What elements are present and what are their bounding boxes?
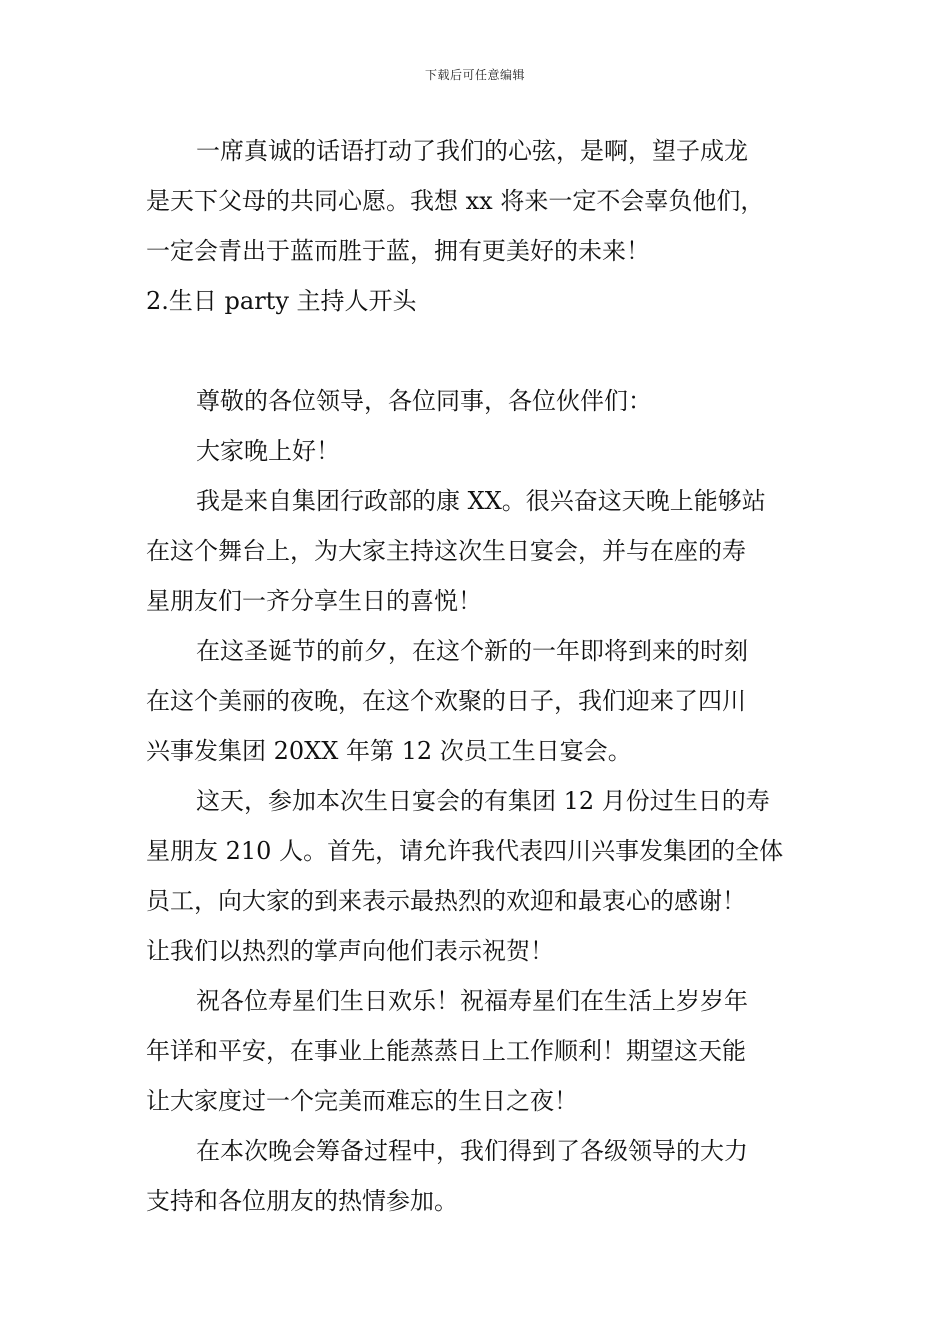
paragraph-line: 星朋友 210 人。首先，请允许我代表四川兴事发集团的全体 — [146, 837, 784, 865]
paragraph-line: 员工，向大家的到来表示最热烈的欢迎和最衷心的感谢！ — [146, 887, 746, 915]
section-heading: 2.生日 party 主持人开头 — [146, 287, 417, 315]
paragraph-line: 在这个美丽的夜晚，在这个欢聚的日子，我们迎来了四川 — [146, 687, 746, 715]
document-body — [146, 126, 806, 1226]
paragraph-line: 在这个舞台上，为大家主持这次生日宴会，并与在座的寿 — [146, 537, 746, 565]
paragraph-line: 这天，参加本次生日宴会的有集团 12 月份过生日的寿 — [196, 787, 770, 815]
greeting-line: 大家晚上好！ — [196, 437, 340, 465]
paragraph-line: 在这圣诞节的前夕，在这个新的一年即将到来的时刻 — [196, 637, 748, 665]
page-header: 下载后可任意编辑 — [424, 68, 525, 82]
paragraph-line: 祝各位寿星们生日欢乐！祝福寿星们在生活上岁岁年 — [196, 987, 748, 1015]
paragraph-line: 我是来自集团行政部的康 XX。很兴奋这天晚上能够站 — [196, 487, 766, 515]
blank-line — [146, 326, 806, 376]
paragraph-line: 一定会青出于蓝而胜于蓝，拥有更美好的未来！ — [146, 237, 650, 265]
paragraph-line: 一席真诚的话语打动了我们的心弦，是啊，望子成龙 — [196, 137, 748, 165]
paragraph-line: 让我们以热烈的掌声向他们表示祝贺！ — [146, 937, 554, 965]
salutation-line: 尊敬的各位领导，各位同事，各位伙伴们： — [196, 387, 652, 415]
paragraph-line: 在本次晚会筹备过程中，我们得到了各级领导的大力 — [196, 1137, 748, 1165]
paragraph-line: 支持和各位朋友的热情参加。 — [146, 1187, 458, 1215]
paragraph-line: 星朋友们一齐分享生日的喜悦！ — [146, 587, 482, 615]
paragraph-line: 年详和平安，在事业上能蒸蒸日上工作顺利！期望这天能 — [146, 1037, 746, 1065]
paragraph-line: 是天下父母的共同心愿。我想 xx 将来一定不会辜负他们， — [146, 187, 765, 215]
paragraph-line: 兴事发集团 20XX 年第 12 次员工生日宴会。 — [146, 737, 632, 765]
paragraph-line: 让大家度过一个完美而难忘的生日之夜！ — [146, 1087, 578, 1115]
